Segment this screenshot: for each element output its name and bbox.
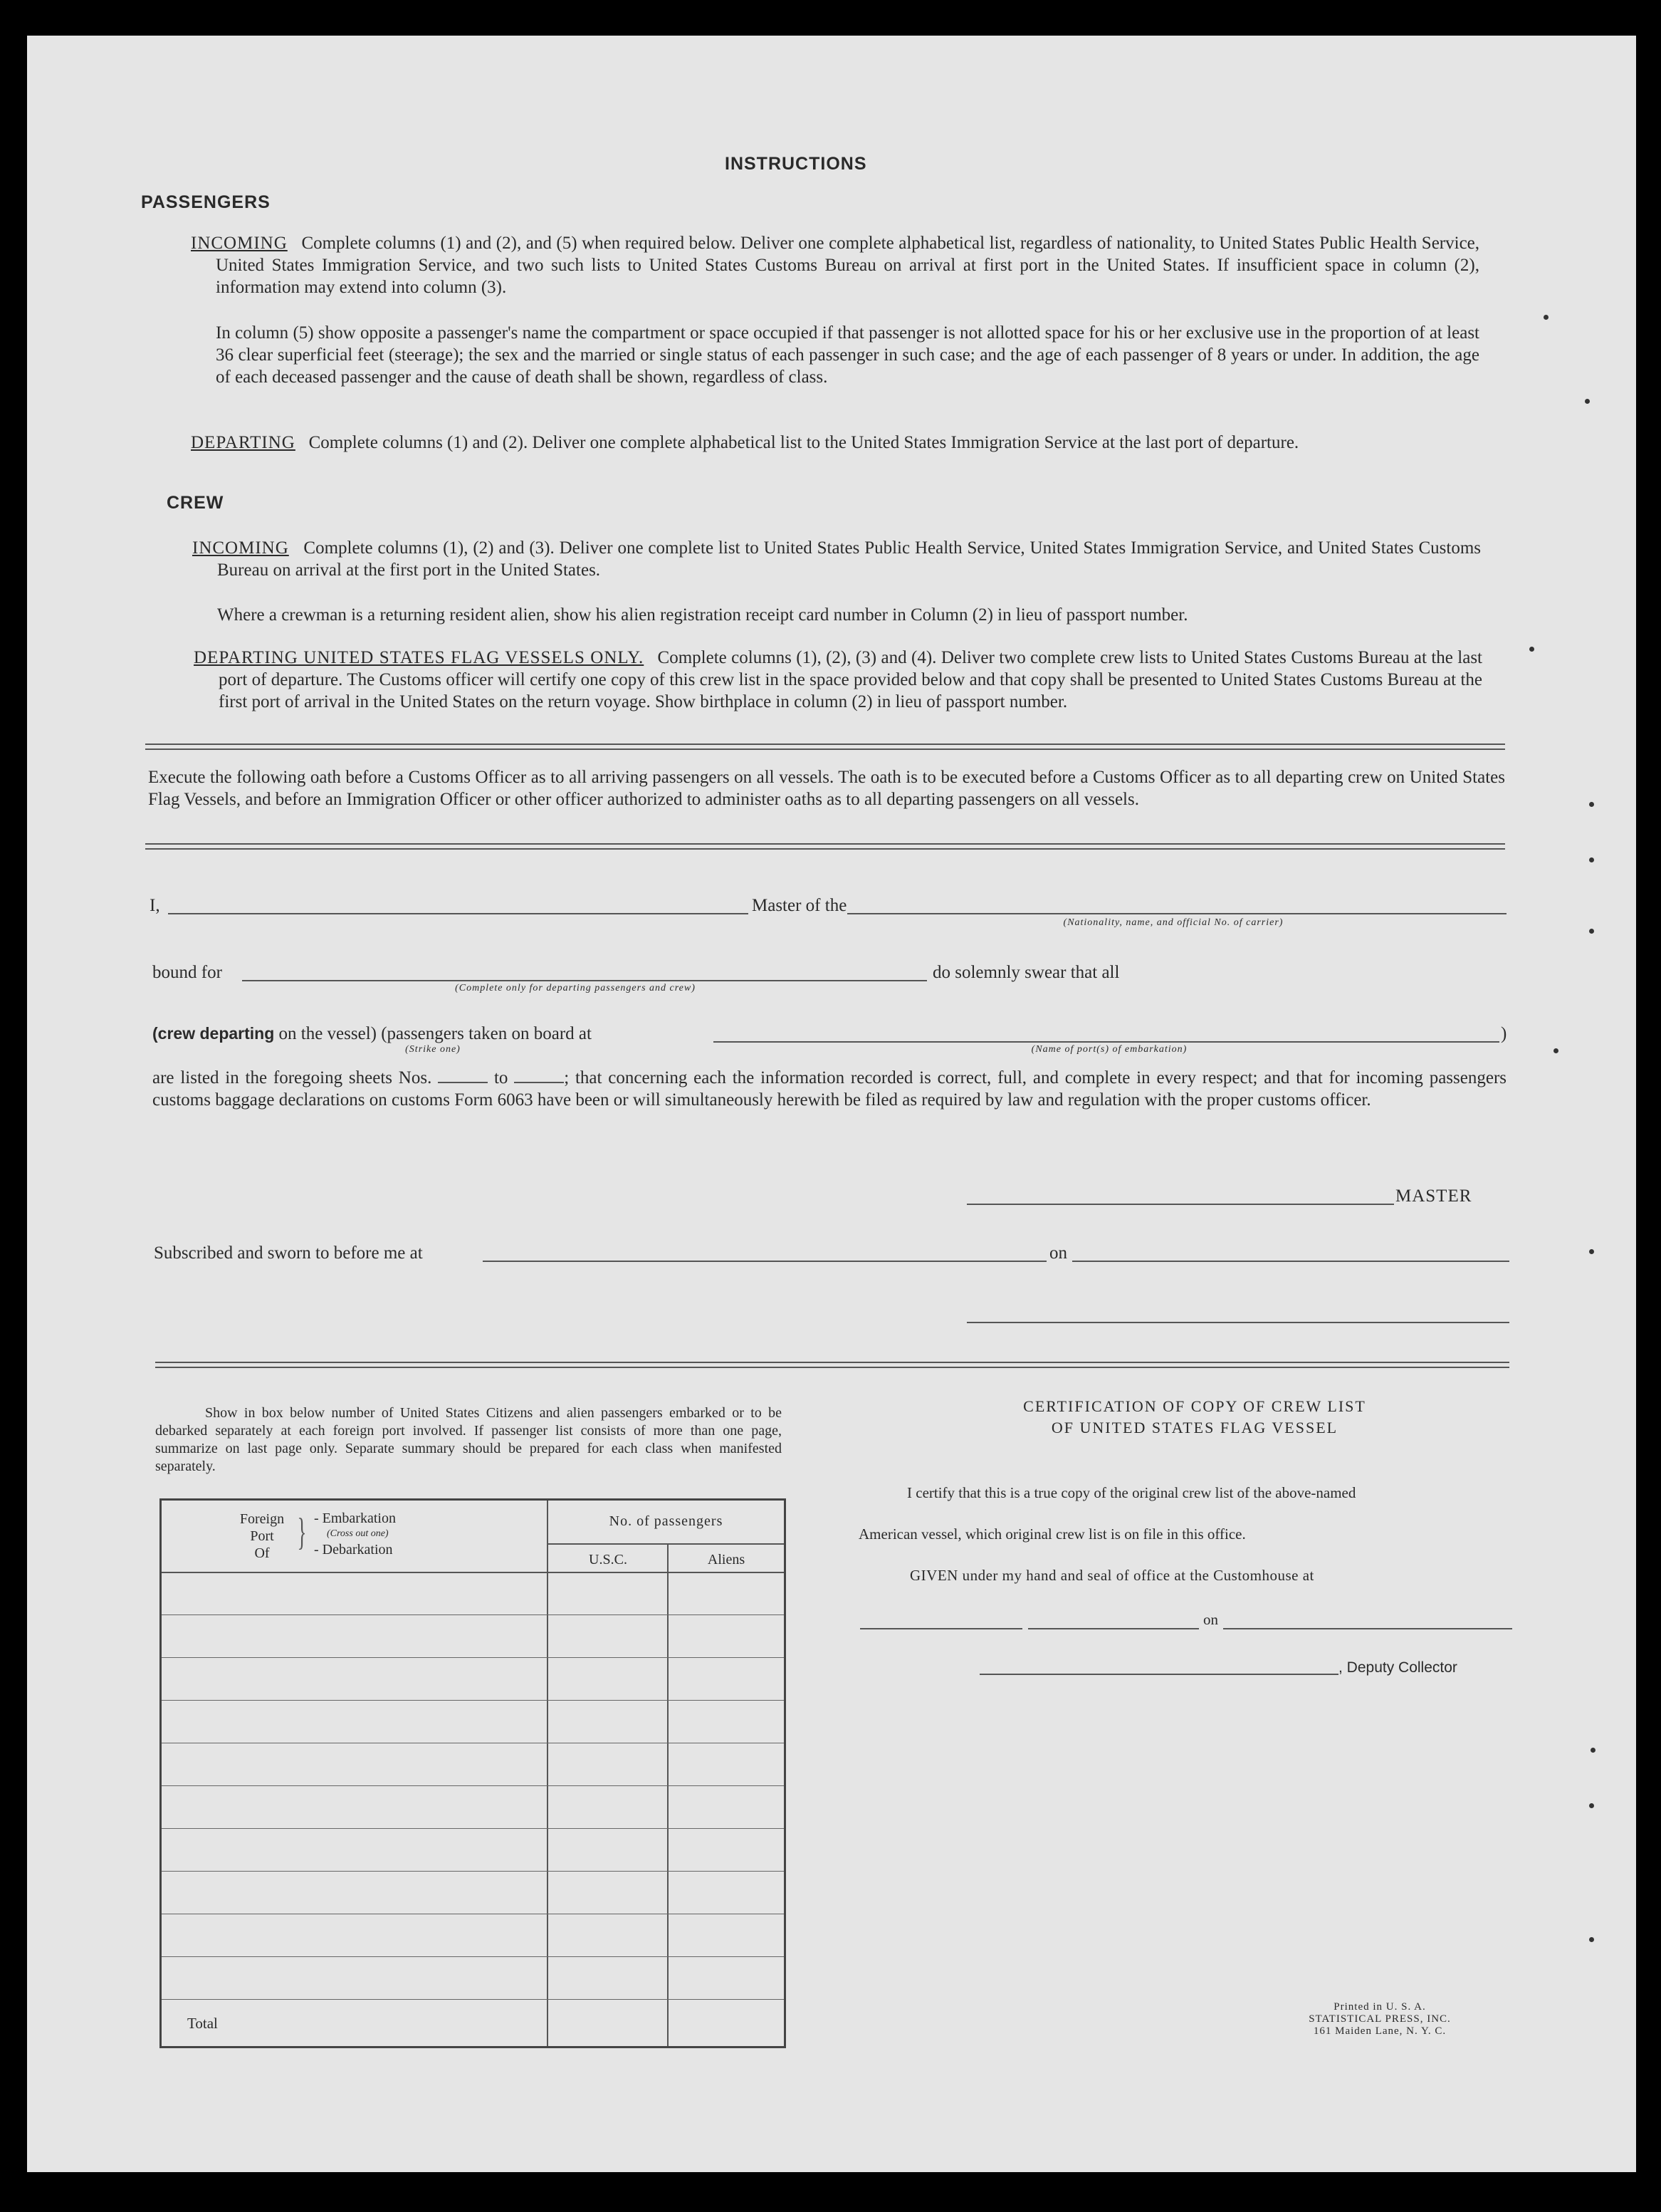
crew-passengers-line (152, 1023, 592, 1045)
scan-speck (1589, 857, 1594, 862)
subscribed-date-line[interactable] (1072, 1261, 1509, 1262)
nationality-caption: (Nationality, name, and official No. of carrier) (1063, 917, 1284, 928)
table-row[interactable] (162, 1956, 784, 1957)
scan-speck (1589, 1249, 1594, 1254)
master-of-the-label: Master of the (752, 896, 847, 915)
sheet-from-field[interactable] (438, 1069, 488, 1083)
customhouse-field-line[interactable] (860, 1628, 1022, 1629)
to-label: to (493, 1068, 508, 1087)
scan-speck (1529, 647, 1534, 652)
passengers-taken-label: (passengers taken on board at (381, 1024, 592, 1043)
embarkation-label: - Embarkation (314, 1511, 396, 1526)
deputy-collector-label: , Deputy Collector (1338, 1659, 1457, 1676)
incoming-label: INCOMING (191, 234, 288, 253)
crew-incoming-paragraph-2: Where a crewman is a returning resident alien, show his alien registration receipt card number in Column (2) in lieu of passport number. (217, 605, 1188, 625)
instructions-title: INSTRUCTIONS (725, 154, 867, 174)
printer-line-3: 161 Maiden Lane, N. Y. C. (1313, 2025, 1447, 2037)
brace: } (297, 1511, 307, 1553)
passengers-departing-paragraph (191, 432, 1479, 454)
passengers-incoming-paragraph (191, 232, 1479, 298)
printer-line-2: STATISTICAL PRESS, INC. (1309, 2013, 1451, 2025)
column-divider (667, 1543, 669, 2046)
crew-incoming-text: Complete columns (1), (2) and (3). Deliver one complete list to United States Public Health Service, United States Immigration Service, and United States Customs Bureau on arrival at the first port in the United States. (217, 538, 1481, 580)
passengers-heading: PASSENGERS (141, 192, 271, 212)
aliens-label: Aliens (707, 1552, 745, 1567)
do-solemnly-label: do solemnly swear that all (933, 963, 1120, 982)
passengers-incoming-paragraph-2: In column (5) show opposite a passenger's name the compartment or space occupied if that passenger is not allotted space for his or her exclusive use in the proportion of at least 36 clear superficial feet (steerage); the sex and the married or single status of each passenger in such case; and the age of each passenger of 8 years or under. In addition, the age of each deceased passenger and the cause of death shall be shown, regardless of class. (216, 323, 1479, 387)
scan-speck (1589, 929, 1594, 934)
name-field-line[interactable] (168, 913, 748, 914)
close-paren: ) (1501, 1024, 1507, 1043)
listed-paragraph (152, 1067, 1507, 1111)
port-label: Port (250, 1528, 274, 1544)
scan-speck (1589, 1803, 1594, 1808)
table-row[interactable] (162, 1871, 784, 1872)
oath-note: Execute the following oath before a Customs Officer as to all arriving passengers on all vessels. The oath is to be executed before a Customs Officer as to all departing crew on United States Flag Vessels, and before an Immigration Officer or other officer authorized to administer oaths as to all departing passengers on all vessels. (148, 768, 1505, 809)
crew-heading: CREW (167, 493, 224, 513)
crew-departing-label: (crew departing (152, 1024, 275, 1043)
certification-on-label: on (1203, 1611, 1218, 1628)
scan-speck (1589, 802, 1594, 807)
deputy-signature-line[interactable] (980, 1674, 1338, 1675)
table-row[interactable] (162, 1828, 784, 1829)
debarkation-label: - Debarkation (314, 1542, 393, 1558)
table-row[interactable] (162, 1999, 784, 2000)
scan-speck (1589, 1937, 1594, 1942)
sheet-to-field[interactable] (514, 1069, 564, 1083)
cross-out-caption: (Cross out one) (327, 1528, 389, 1539)
summary-note: Show in box below number of United States Citizens and alien passengers embarked or to be debarked separately at each foreign port involved. If passenger list consists of more than one page, summarize on last page only. Separate summary should be prepared for each class when manifested separately. (155, 1405, 782, 1474)
summary-table (159, 1498, 786, 2048)
subscribed-on-label: on (1049, 1243, 1067, 1263)
total-label: Total (187, 2015, 218, 2032)
passengers-incoming-text: Complete columns (1) and (2), and (5) when required below. Deliver one complete alphabetical list, regardless of nationality, to United States Public Health Service, United States Immigration Service, and two such lists to United States Customs Bureau on arrival at first port in the United States. If insufficient space in column (2), information may extend into column (3). (216, 234, 1480, 297)
no-of-passengers-label: No. of passengers (609, 1513, 723, 1529)
subscribed-place-line[interactable] (483, 1261, 1047, 1262)
scan-speck (1585, 399, 1590, 404)
certification-title-line2: OF UNITED STATES FLAG VESSEL (1051, 1419, 1338, 1436)
crew-departing-label: DEPARTING UNITED STATES FLAG VESSELS ONLY. (194, 648, 644, 667)
strike-one-caption: (Strike one) (405, 1044, 461, 1055)
on-the-vessel-label: on the vessel) (278, 1024, 377, 1043)
name-of-ports-caption: (Name of port(s) of embarkation) (1031, 1044, 1188, 1055)
complete-only-caption: (Complete only for departing passengers and crew) (455, 983, 696, 993)
departing-label: DEPARTING (191, 433, 295, 452)
of-label: Of (254, 1545, 270, 1561)
crew-incoming-label: INCOMING (192, 538, 289, 558)
certification-text-2: American vessel, which original crew list is on file in this office. (859, 1525, 1246, 1543)
column-divider (547, 1501, 548, 2046)
oath-i-label: I, (150, 896, 160, 915)
table-row[interactable] (162, 1657, 784, 1658)
divider (155, 1362, 1509, 1368)
master-label: MASTER (1395, 1186, 1472, 1206)
subscribed-label: Subscribed and sworn to before me at (154, 1243, 423, 1263)
scan-speck (1591, 1748, 1595, 1753)
header-bottom-line (162, 1572, 784, 1573)
document-page (27, 36, 1636, 2172)
listed-in-text: are listed in the foregoing sheets Nos. (152, 1068, 432, 1087)
crew-incoming-paragraph (192, 537, 1481, 581)
foreign-port-label (230, 1511, 294, 1562)
divider (145, 843, 1505, 850)
embarkation-ports-field-line[interactable] (713, 1041, 1499, 1043)
scan-speck (1553, 1048, 1558, 1053)
customhouse-field-line-2[interactable] (1028, 1628, 1199, 1629)
printer-line-1: Printed in U. S. A. (1333, 2001, 1426, 2013)
passengers-departing-text: Complete columns (1) and (2). Deliver one complete alphabetical list to the United States Immigration Service at the last port of departure. (308, 433, 1299, 452)
certification-title (889, 1396, 1501, 1439)
bound-for-label: bound for (152, 963, 222, 982)
divider (145, 744, 1505, 750)
certification-text-1: I certify that this is a true copy of the original crew list of the above-named (907, 1484, 1356, 1501)
destination-field-line[interactable] (242, 980, 927, 981)
scan-speck (1544, 315, 1549, 320)
listed-rest-text: ; that concerning each the information recorded is correct, full, and complete in every respect; and that for incoming passengers customs baggage declarations on customs Form 6063 have been or will simultaneously herewith be filed as required by law and regulation with the proper customs officer. (152, 1068, 1507, 1110)
usc-label: U.S.C. (589, 1552, 627, 1567)
table-row[interactable] (162, 1614, 784, 1615)
carrier-field-line[interactable] (847, 913, 1507, 914)
certification-date-line[interactable] (1223, 1628, 1512, 1629)
header-divider (548, 1543, 784, 1545)
embark-debark-options (314, 1511, 396, 1558)
printer-imprint (1266, 2001, 1494, 2038)
certification-given: GIVEN under my hand and seal of office at the Customhouse at (910, 1567, 1314, 1584)
certification-title-line1: CERTIFICATION OF COPY OF CREW LIST (1023, 1397, 1366, 1415)
crew-departing-paragraph (194, 647, 1482, 713)
master-signature-line[interactable] (967, 1204, 1394, 1205)
crew-departing-text: Complete columns (1), (2), (3) and (4). Deliver two complete crew lists to United States Customs Bureau at the last port of departure. The Customs officer will certify one copy of this crew list in the space provided below and that copy shall be presented to United States Customs Bureau at the first port of arrival in the United States on the return voyage. Show birthplace in column (2) in lieu of passport number. (219, 648, 1483, 711)
table-row[interactable] (162, 1785, 784, 1786)
officer-signature-line[interactable] (967, 1322, 1509, 1323)
foreign-label: Foreign (239, 1511, 285, 1527)
table-row[interactable] (162, 1700, 784, 1701)
